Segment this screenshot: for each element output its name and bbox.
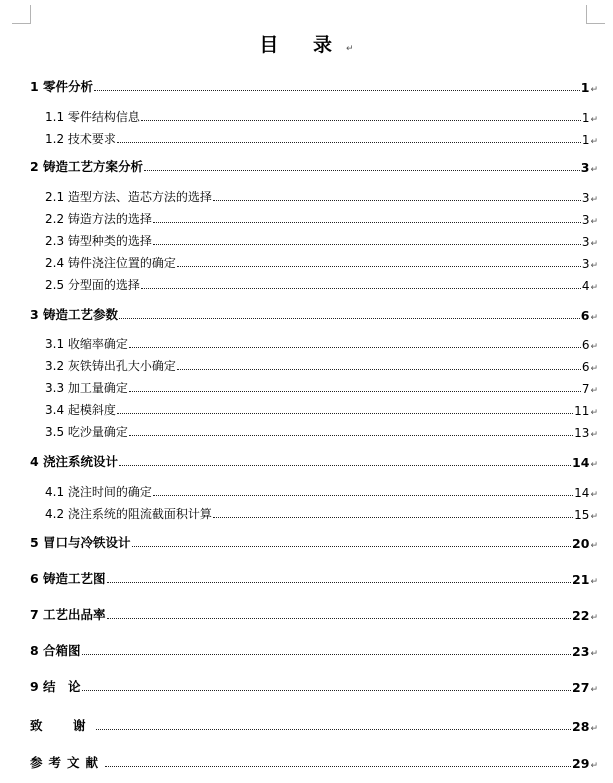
paragraph-mark-icon: ↵ [590, 137, 598, 147]
toc-entry-label: 4 浇注系统设计 [30, 454, 119, 469]
toc-chapter-entry[interactable] [30, 753, 598, 771]
dot-leader [117, 142, 581, 143]
dot-leader [213, 517, 573, 518]
toc-page-number: 7 [581, 382, 590, 396]
dot-leader [96, 729, 572, 730]
toc-page-number: 1 [581, 133, 590, 147]
toc-section-entry[interactable] [45, 504, 598, 522]
dot-leader [129, 435, 573, 436]
toc-entry-label: 参考文献 [30, 755, 105, 770]
dot-leader [153, 244, 581, 245]
paragraph-mark-icon: ↵ [590, 460, 598, 470]
toc-section-entry[interactable] [45, 334, 598, 352]
paragraph-mark-icon: ↵ [590, 195, 598, 205]
dot-leader [177, 369, 581, 370]
toc-section-entry[interactable] [45, 209, 598, 227]
toc-entry-label: 5 冒口与冷铁设计 [30, 535, 131, 550]
toc-entry-label: 3.2 灰铁铸出孔大小确定 [45, 359, 176, 373]
toc-page-number: 23 [572, 644, 590, 659]
toc-chapter-entry[interactable] [30, 605, 598, 623]
toc-page-number: 20 [572, 536, 590, 551]
toc-page-number: 11 [574, 404, 590, 418]
toc-section-entry[interactable] [45, 482, 598, 500]
toc-section-entry[interactable] [45, 275, 598, 293]
toc-entry-label: 致 谢 [30, 718, 95, 733]
toc-entry-label: 2.2 铸造方法的选择 [45, 212, 152, 226]
toc-page-number: 14 [574, 486, 590, 500]
dot-leader [144, 170, 580, 171]
toc-entry-label: 6 铸造工艺图 [30, 571, 106, 586]
dot-leader [141, 120, 581, 121]
paragraph-mark-icon: ↵ [590, 261, 598, 271]
dot-leader [117, 413, 573, 414]
dot-leader [153, 495, 573, 496]
toc-page-number: 3 [581, 235, 590, 249]
paragraph-mark-icon: ↵ [590, 115, 598, 125]
toc-entry-label: 1 零件分析 [30, 79, 94, 94]
toc-page-number: 1 [581, 111, 590, 125]
paragraph-mark-icon: ↵ [590, 85, 598, 95]
toc-page-number: 1 [580, 80, 590, 95]
dot-leader [132, 546, 571, 547]
toc-entry-label: 3.4 起模斜度 [45, 403, 116, 417]
toc-section-entry[interactable] [45, 187, 598, 205]
toc-entry-label: 7 工艺出品率 [30, 607, 106, 622]
toc-entry-label: 9 结 论 [30, 679, 81, 694]
paragraph-mark-icon: ↵ [590, 165, 598, 175]
toc-entry-label: 2 铸造工艺方案分析 [30, 159, 144, 174]
toc-page-number: 3 [581, 213, 590, 227]
toc-chapter-entry[interactable] [30, 569, 598, 587]
toc-chapter-entry[interactable] [30, 533, 598, 551]
toc-entry-label: 2.1 造型方法、造芯方法的选择 [45, 190, 212, 204]
paragraph-mark-icon: ↵ [590, 283, 598, 293]
toc-entry-label: 3.3 加工量确定 [45, 381, 128, 395]
crop-mark-top-right [586, 5, 605, 24]
toc-entry-label: 2.3 铸型种类的选择 [45, 234, 152, 248]
toc-page-number: 14 [572, 455, 590, 470]
toc-entry-label: 1.1 零件结构信息 [45, 110, 140, 124]
dot-leader [177, 266, 581, 267]
toc-page-number: 6 [580, 308, 590, 323]
paragraph-mark-icon: ↵ [590, 239, 598, 249]
toc-page-number: 6 [581, 338, 590, 352]
dot-leader [213, 200, 581, 201]
paragraph-mark-icon: ↵ [590, 430, 598, 440]
paragraph-mark-icon: ↵ [590, 217, 598, 227]
toc-chapter-entry[interactable] [30, 77, 598, 95]
toc-chapter-entry[interactable] [30, 305, 598, 323]
toc-entry-label: 4.2 浇注系统的阻流截面积计算 [45, 507, 212, 521]
paragraph-mark-icon: ↵ [590, 577, 598, 587]
toc-page-number: 3 [581, 257, 590, 271]
toc-entry-label: 3.1 收缩率确定 [45, 337, 128, 351]
paragraph-mark-icon: ↵ [346, 44, 354, 54]
dot-leader [153, 222, 581, 223]
toc-page-number: 3 [580, 160, 590, 175]
dot-leader [94, 90, 580, 91]
toc-page-number: 15 [574, 508, 590, 522]
dot-leader [107, 582, 571, 583]
toc-chapter-entry[interactable] [30, 452, 598, 470]
dot-leader [119, 465, 571, 466]
toc-entry-label: 8 合箱图 [30, 643, 81, 658]
toc-entry-label: 3.5 吃沙量确定 [45, 425, 128, 439]
paragraph-mark-icon: ↵ [590, 386, 598, 396]
toc-section-entry[interactable] [45, 107, 598, 125]
dot-leader [129, 347, 581, 348]
toc-entry-label: 2.4 铸件浇注位置的确定 [45, 256, 176, 270]
page-title-text: 目 录 [259, 34, 347, 56]
toc-chapter-entry[interactable] [30, 641, 598, 659]
toc-section-entry[interactable] [45, 231, 598, 249]
dot-leader [82, 690, 571, 691]
toc-page-number: 3 [581, 191, 590, 205]
toc-chapter-entry[interactable] [30, 716, 598, 734]
paragraph-mark-icon: ↵ [590, 761, 598, 771]
toc-section-entry[interactable] [45, 253, 598, 271]
toc-page-number: 28 [572, 719, 590, 734]
paragraph-mark-icon: ↵ [590, 313, 598, 323]
dot-leader [141, 288, 581, 289]
paragraph-mark-icon: ↵ [590, 512, 598, 522]
toc-page-number: 22 [572, 608, 590, 623]
paragraph-mark-icon: ↵ [590, 685, 598, 695]
paragraph-mark-icon: ↵ [590, 364, 598, 374]
toc-section-entry[interactable] [45, 129, 598, 147]
dot-leader [107, 618, 571, 619]
paragraph-mark-icon: ↵ [590, 724, 598, 734]
toc-section-entry[interactable] [45, 422, 598, 440]
toc-section-entry[interactable] [45, 356, 598, 374]
paragraph-mark-icon: ↵ [590, 490, 598, 500]
toc-chapter-entry[interactable] [30, 677, 598, 695]
paragraph-mark-icon: ↵ [590, 342, 598, 352]
toc-page-number: 29 [572, 756, 590, 771]
page-title [0, 32, 613, 62]
dot-leader [119, 318, 580, 319]
toc-entry-label: 3 铸造工艺参数 [30, 307, 119, 322]
dot-leader [105, 766, 571, 767]
dot-leader [82, 654, 571, 655]
toc-chapter-entry[interactable] [30, 157, 598, 175]
toc-page-number: 27 [572, 680, 590, 695]
crop-mark-top-left [12, 5, 31, 24]
toc-page-number: 13 [574, 426, 590, 440]
toc-entry-label: 1.2 技术要求 [45, 132, 116, 146]
paragraph-mark-icon: ↵ [590, 613, 598, 623]
paragraph-mark-icon: ↵ [590, 649, 598, 659]
paragraph-mark-icon: ↵ [590, 408, 598, 418]
dot-leader [129, 391, 581, 392]
toc-page-number: 21 [572, 572, 590, 587]
paragraph-mark-icon: ↵ [590, 541, 598, 551]
toc-page-number: 4 [581, 279, 590, 293]
toc-entry-label: 2.5 分型面的选择 [45, 278, 140, 292]
toc-section-entry[interactable] [45, 378, 598, 396]
toc-section-entry[interactable] [45, 400, 598, 418]
toc-entry-label: 4.1 浇注时间的确定 [45, 485, 152, 499]
toc-page-number: 6 [581, 360, 590, 374]
